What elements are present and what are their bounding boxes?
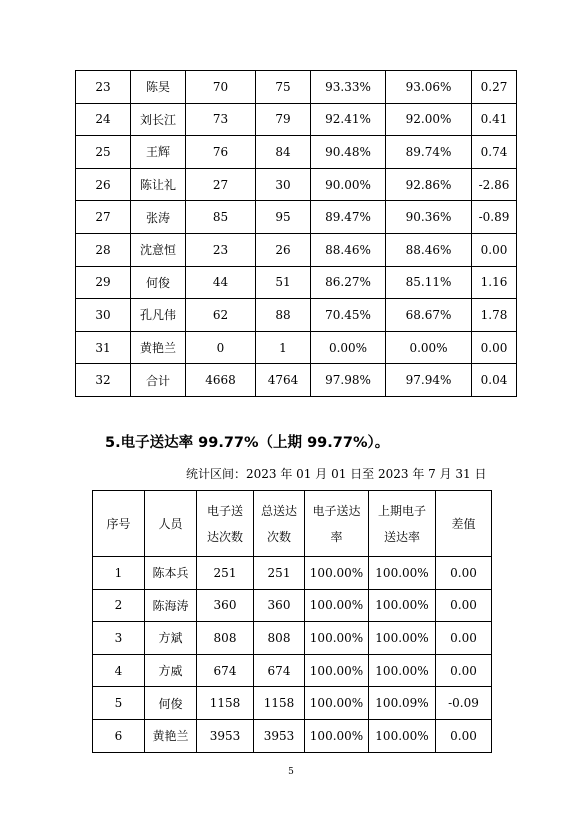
table-cell: 陈海涛 [145,589,197,622]
table-cell: 90.36% [386,201,472,234]
table-cell: 27 [186,168,256,201]
table-cell: 0.00% [386,331,472,364]
table-cell: 93.33% [311,71,386,104]
table-cell: 100.00% [305,622,369,655]
table-cell: 0.74 [472,136,517,169]
column-header [436,491,492,557]
table-cell: 85 [186,201,256,234]
table-cell: 合计 [131,364,186,397]
table-cell: 0.41 [472,103,517,136]
table-cell: -0.89 [472,201,517,234]
table-cell: 73 [186,103,256,136]
table-header-row [93,491,492,557]
table-cell: 674 [197,654,254,687]
table-cell: 0.00 [436,589,492,622]
table-cell: 68.67% [386,299,472,332]
column-header [369,491,436,557]
table-cell: 92.41% [311,103,386,136]
table-cell: 4764 [256,364,311,397]
table-row [76,71,517,104]
table-cell: 97.94% [386,364,472,397]
table-row [76,331,517,364]
section-heading: 5.电子送达率 99.77%（上期 99.77%）。 [105,435,390,451]
table-cell: 4 [93,654,145,687]
table-cell: 0.04 [472,364,517,397]
column-header-line: 送达率 [383,529,420,544]
table-cell: 沈意恒 [131,233,186,266]
table-cell: 100.00% [305,654,369,687]
table-cell: 808 [197,622,254,655]
table-cell: 0.27 [472,71,517,104]
column-header-line: 总送达 [260,503,297,518]
table-row [76,364,517,397]
table-cell: 75 [256,71,311,104]
table-cell: 1158 [197,687,254,720]
column-header [145,491,197,557]
column-header-line: 电子送达 [312,503,361,518]
table-cell: 黄艳兰 [145,719,197,752]
table-cell: 44 [186,266,256,299]
table-cell: 6 [93,719,145,752]
table-cell: 26 [76,168,131,201]
table-cell: 陈本兵 [145,557,197,590]
table-cell: 100.09% [369,687,436,720]
table-row [93,557,492,590]
table-cell: 100.00% [369,719,436,752]
table-row [93,719,492,752]
table-cell: 王辉 [131,136,186,169]
table-cell: 0.00% [311,331,386,364]
column-header-line: 差值 [451,516,476,531]
table-cell: 76 [186,136,256,169]
table-cell: 30 [256,168,311,201]
table-cell: 51 [256,266,311,299]
table-cell: 23 [186,233,256,266]
table-cell: 25 [76,136,131,169]
column-header-line: 人员 [158,516,183,531]
table-cell: 674 [254,654,305,687]
table-cell: 3953 [254,719,305,752]
table-cell: 360 [197,589,254,622]
table-cell: 100.00% [369,654,436,687]
table-cell: 28 [76,233,131,266]
table-cell: 100.00% [369,557,436,590]
column-header-line: 率 [330,529,343,544]
table-cell: 808 [254,622,305,655]
table-cell: 27 [76,201,131,234]
table-cell: 26 [256,233,311,266]
table-cell: 方斌 [145,622,197,655]
column-header-line: 达次数 [206,529,243,544]
page-number: 5 [288,767,294,777]
table-cell: 1.78 [472,299,517,332]
table-row [93,589,492,622]
table-cell: 23 [76,71,131,104]
table-cell: 251 [197,557,254,590]
column-header [197,491,254,557]
table-row [93,622,492,655]
table-row [93,654,492,687]
table-cell: 1 [256,331,311,364]
column-header [254,491,305,557]
previous-rate-table [75,70,517,397]
table-cell: 黄艳兰 [131,331,186,364]
table-row [76,299,517,332]
column-header [93,491,145,557]
table-cell: 70.45% [311,299,386,332]
table-cell: 陈让礼 [131,168,186,201]
table-cell: 100.00% [305,557,369,590]
table-cell: 0.00 [436,557,492,590]
table-cell: 86.27% [311,266,386,299]
table-cell: 0.00 [436,719,492,752]
table-row [76,201,517,234]
table-row [76,168,517,201]
table-cell: 31 [76,331,131,364]
electronic-delivery-rate-table [92,490,492,753]
table-cell: 4668 [186,364,256,397]
table-cell: 360 [254,589,305,622]
table-cell: 0.00 [472,233,517,266]
table-cell: 90.00% [311,168,386,201]
table-cell: 2 [93,589,145,622]
table-cell: 5 [93,687,145,720]
table-cell: 1.16 [472,266,517,299]
column-header-line: 次数 [266,529,291,544]
statistics-range: 统计区间：2023 年 01 月 01 日至 2023 年 7 月 31 日 [186,467,487,481]
column-header-line: 序号 [106,516,131,531]
table-cell: 1158 [254,687,305,720]
table-cell: 62 [186,299,256,332]
table-cell: 刘长江 [131,103,186,136]
table-cell: 95 [256,201,311,234]
column-header-line: 上期电子 [377,503,426,518]
table-cell: 97.98% [311,364,386,397]
table-cell: 251 [254,557,305,590]
table-cell: 29 [76,266,131,299]
column-header [305,491,369,557]
table-cell: 100.00% [305,589,369,622]
table-row [76,136,517,169]
table-cell: 陈昊 [131,71,186,104]
table-cell: 1 [93,557,145,590]
table-cell: 88.46% [386,233,472,266]
table-cell: 100.00% [305,687,369,720]
table-cell: -0.09 [436,687,492,720]
table-cell: 88.46% [311,233,386,266]
table-cell: 24 [76,103,131,136]
table-cell: 3 [93,622,145,655]
table-cell: 89.74% [386,136,472,169]
table-cell: 30 [76,299,131,332]
table-cell: 何俊 [145,687,197,720]
table-cell: 89.47% [311,201,386,234]
table-cell: 90.48% [311,136,386,169]
table-cell: 100.00% [305,719,369,752]
table-cell: 何俊 [131,266,186,299]
column-header-line: 电子送 [206,503,243,518]
table-row [76,266,517,299]
table-cell: 0.00 [436,622,492,655]
table-cell: 0.00 [436,654,492,687]
table-row [76,103,517,136]
table-cell: 32 [76,364,131,397]
table-cell: 100.00% [369,622,436,655]
table-cell: 84 [256,136,311,169]
table-cell: 93.06% [386,71,472,104]
table-cell: -2.86 [472,168,517,201]
table-row [93,687,492,720]
table-cell: 79 [256,103,311,136]
table-cell: 方威 [145,654,197,687]
table-cell: 3953 [197,719,254,752]
table-row [76,233,517,266]
table-cell: 88 [256,299,311,332]
table-cell: 92.00% [386,103,472,136]
table-cell: 70 [186,71,256,104]
table-cell: 100.00% [369,589,436,622]
table-cell: 0.00 [472,331,517,364]
table-cell: 0 [186,331,256,364]
table-cell: 孔凡伟 [131,299,186,332]
table-cell: 85.11% [386,266,472,299]
table-cell: 张涛 [131,201,186,234]
table-cell: 92.86% [386,168,472,201]
